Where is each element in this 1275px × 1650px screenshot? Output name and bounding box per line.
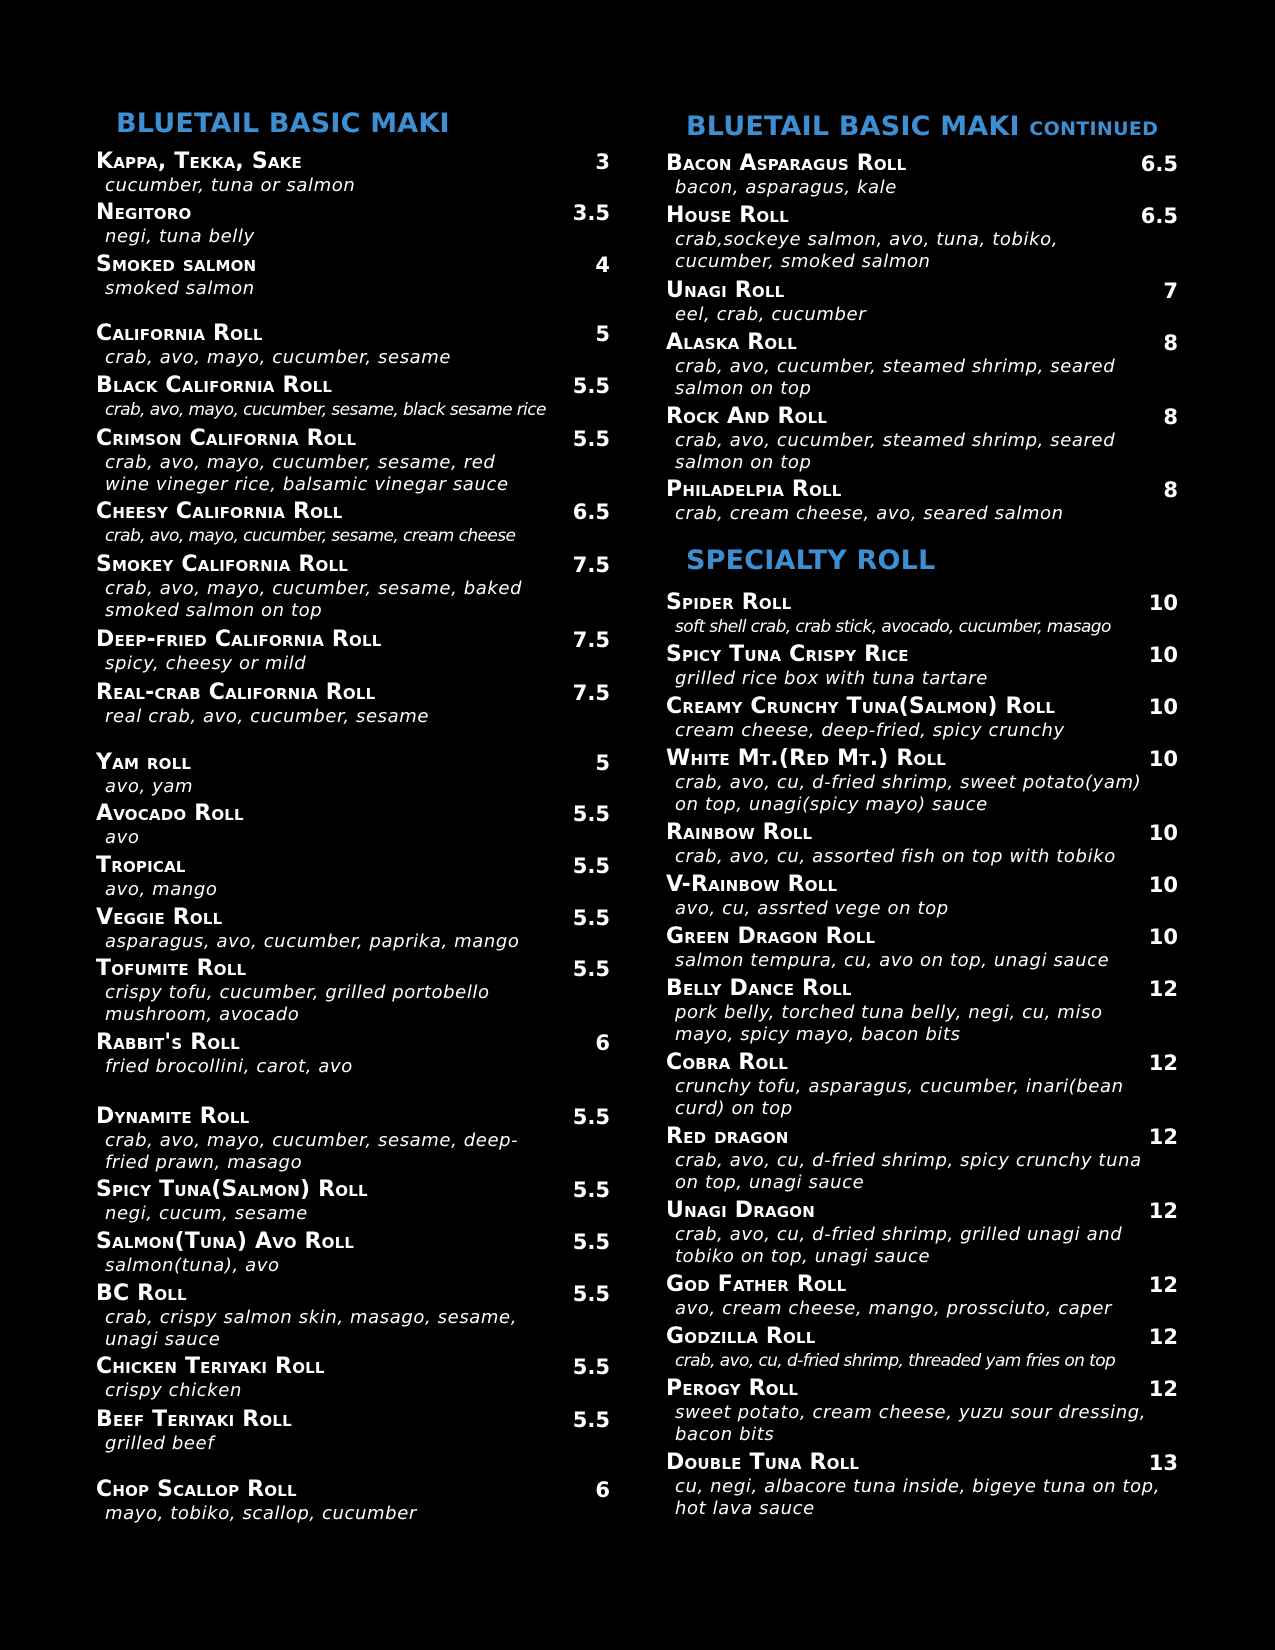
menu-item-price: 4 — [595, 253, 610, 277]
menu-item-description: negi, cucum, sesame — [105, 1203, 308, 1224]
menu-item-description: avo, yam — [105, 776, 194, 797]
heading-continued-text: CONTINUED — [1029, 118, 1159, 140]
menu-item-description: avo, mango — [105, 879, 218, 900]
menu-item-description: curd) on top — [675, 1098, 793, 1119]
menu-item-description: wine vineger rice, balsamic vinegar sauce — [105, 474, 509, 495]
menu-item — [666, 1198, 1178, 1268]
menu-item-description: grilled rice box with tuna tartare — [675, 668, 988, 689]
menu-item-price: 7.5 — [572, 628, 610, 652]
menu-item-description: avo, cream cheese, mango, prossciuto, caper — [675, 1298, 1113, 1319]
menu-item-name: Spider Roll — [666, 590, 792, 615]
menu-item-header — [96, 853, 610, 879]
menu-item-price: 5.5 — [572, 374, 610, 398]
menu-item-description: pork belly, torched tuna belly, negi, cu, miso — [675, 1002, 1103, 1023]
menu-item-name: Spicy Tuna Crispy Rice — [666, 642, 909, 667]
menu-item — [666, 1050, 1178, 1120]
menu-item-header — [96, 680, 610, 706]
menu-item-description: crab, avo, mayo, cucumber, sesame, baked — [105, 578, 523, 599]
menu-item-price: 7.5 — [572, 553, 610, 577]
menu-item-price: 6.5 — [572, 500, 610, 524]
menu-item-price: 5.5 — [572, 1282, 610, 1306]
menu-item-description: crab, avo, mayo, cucumber, sesame, black sesame rice — [105, 400, 546, 420]
menu-item-name: Creamy Crunchy Tuna(Salmon) Roll — [666, 694, 1056, 719]
menu-item-name: Red dragon — [666, 1124, 789, 1149]
menu-item-description: avo — [105, 827, 140, 848]
menu-item — [96, 627, 610, 675]
menu-item-description: asparagus, avo, cucumber, paprika, mango — [105, 931, 520, 952]
menu-item-name: V-Rainbow Roll — [666, 872, 838, 897]
menu-item-header — [96, 373, 610, 399]
menu-item-price: 8 — [1163, 331, 1178, 355]
menu-item-header — [96, 801, 610, 827]
menu-item — [96, 1229, 610, 1277]
menu-item-price: 5.5 — [572, 427, 610, 451]
menu-item-description: hot lava sauce — [675, 1498, 815, 1519]
menu-item-header — [96, 1177, 610, 1203]
menu-item-description: crispy tofu, cucumber, grilled portobello — [105, 982, 490, 1003]
menu-item-name: Godzilla Roll — [666, 1324, 816, 1349]
menu-item-description: bacon, asparagus, kale — [675, 177, 897, 198]
menu-item-price: 12 — [1148, 1377, 1178, 1401]
menu-item-name: Beef Teriyaki Roll — [96, 1407, 292, 1432]
menu-item — [96, 1477, 610, 1525]
menu-item-name: Kappa, Tekka, Sake — [96, 149, 302, 174]
menu-item — [666, 1124, 1178, 1194]
menu-item-description: crab, avo, cu, d-fried shrimp, grilled unagi and — [675, 1224, 1123, 1245]
menu-item-name: Perogy Roll — [666, 1376, 799, 1401]
menu-item-price: 5 — [595, 322, 610, 346]
menu-item-description: soft shell crab, crab stick, avocado, cucumber, masago — [675, 617, 1111, 637]
menu-item-price: 6 — [595, 1478, 610, 1502]
menu-item-description: cu, negi, albacore tuna inside, bigeye tuna on top, — [675, 1476, 1161, 1497]
menu-item — [666, 976, 1178, 1046]
menu-item-name: Smoked salmon — [96, 252, 257, 277]
menu-item-description: fried prawn, masago — [105, 1152, 303, 1173]
menu-item-header — [666, 924, 1178, 950]
menu-item — [96, 252, 610, 300]
menu-item-header — [96, 1354, 610, 1380]
menu-item-header — [96, 552, 610, 578]
menu-item — [666, 278, 1178, 326]
menu-item — [96, 853, 610, 901]
menu-item-description: smoked salmon on top — [105, 600, 323, 621]
menu-item-description: sweet potato, cream cheese, yuzu sour dressing, — [675, 1402, 1147, 1423]
menu-item-description: unagi sauce — [105, 1329, 221, 1350]
menu-item-name: Avocado Roll — [96, 801, 244, 826]
menu-item-name: Chicken Teriyaki Roll — [96, 1354, 325, 1379]
menu-item-description: cream cheese, deep-fried, spicy crunchy — [675, 720, 1065, 741]
menu-item-description: crab, cream cheese, avo, seared salmon — [675, 503, 1064, 524]
menu-item-description: crab, avo, mayo, cucumber, sesame, red — [105, 452, 496, 473]
menu-item-price: 5.5 — [572, 1230, 610, 1254]
menu-item-price: 5.5 — [572, 802, 610, 826]
menu-item-name: Green Dragon Roll — [666, 924, 876, 949]
menu-item — [96, 321, 610, 369]
menu-item-name: Double Tuna Roll — [666, 1450, 860, 1475]
menu-item-price: 6.5 — [1140, 204, 1178, 228]
menu-item-name: Tropical — [96, 853, 186, 878]
menu-item-name: Deep-fried California Roll — [96, 627, 382, 652]
menu-item-price: 5.5 — [572, 854, 610, 878]
menu-item-name: Cheesy California Roll — [96, 499, 343, 524]
menu-item-description: crab,sockeye salmon, avo, tuna, tobiko, — [675, 229, 1059, 250]
menu-item-header — [96, 1477, 610, 1503]
menu-item-description: crunchy tofu, asparagus, cucumber, inari(bean — [675, 1076, 1124, 1097]
menu-item — [666, 642, 1178, 690]
menu-item-price: 5.5 — [572, 1178, 610, 1202]
menu-item — [666, 746, 1178, 816]
menu-item-header — [96, 1407, 610, 1433]
menu-item-name: Rock And Roll — [666, 404, 828, 429]
menu-item — [666, 404, 1178, 474]
menu-item-description: mushroom, avocado — [105, 1004, 300, 1025]
menu-item-name: Dynamite Roll — [96, 1104, 250, 1129]
menu-item-description: cucumber, tuna or salmon — [105, 175, 356, 196]
menu-item-name: Salmon(Tuna) Avo Roll — [96, 1229, 355, 1254]
menu-item-price: 12 — [1148, 1325, 1178, 1349]
menu-item-price: 7.5 — [572, 681, 610, 705]
menu-item-header — [96, 200, 610, 226]
menu-item-name: Belly Dance Roll — [666, 976, 852, 1001]
menu-item-name: Black California Roll — [96, 373, 333, 398]
menu-item-header — [96, 1104, 610, 1130]
menu-item-header — [666, 1198, 1178, 1224]
menu-item — [96, 1281, 610, 1351]
menu-item-header — [666, 820, 1178, 846]
menu-item-name: Smokey California Roll — [96, 552, 348, 577]
menu-item-price: 10 — [1148, 873, 1178, 897]
menu-item-price: 12 — [1148, 1273, 1178, 1297]
menu-item-description: crab, avo, cu, assorted fish on top with tobiko — [675, 846, 1116, 867]
menu-item-description: smoked salmon — [105, 278, 255, 299]
menu-item-name: Spicy Tuna(Salmon) Roll — [96, 1177, 368, 1202]
menu-item-header — [96, 499, 610, 525]
menu-item-price: 10 — [1148, 643, 1178, 667]
menu-item-header — [96, 956, 610, 982]
menu-item-header — [666, 151, 1178, 177]
menu-item-header — [666, 872, 1178, 898]
menu-item-description: on top, unagi sauce — [675, 1172, 865, 1193]
menu-item-description: crab, avo, cu, d-fried shrimp, sweet potato(yam) — [675, 772, 1142, 793]
menu-item-header — [96, 252, 610, 278]
menu-item-description: crab, avo, cucumber, steamed shrimp, seared — [675, 356, 1116, 377]
menu-item-header — [96, 426, 610, 452]
heading-main-text: BLUETAIL BASIC MAKI — [686, 111, 1020, 142]
menu-item-price: 13 — [1148, 1451, 1178, 1475]
menu-item-header — [96, 750, 610, 776]
menu-item-description: crab, avo, cu, d-fried shrimp, threaded yam fries on top — [675, 1351, 1116, 1371]
menu-item-description: mayo, tobiko, scallop, cucumber — [105, 1503, 417, 1524]
menu-item-name: God Father Roll — [666, 1272, 847, 1297]
menu-item-header — [666, 746, 1178, 772]
menu-item-header — [666, 1324, 1178, 1350]
menu-item-header — [666, 1124, 1178, 1150]
menu-item-name: Alaska Roll — [666, 330, 797, 355]
menu-item — [96, 200, 610, 248]
menu-item-price: 10 — [1148, 591, 1178, 615]
menu-item-name: Bacon Asparagus Roll — [666, 151, 907, 176]
menu-item-name: Unagi Dragon — [666, 1198, 816, 1223]
menu-item — [666, 203, 1178, 273]
menu-item-price: 10 — [1148, 821, 1178, 845]
menu-item — [666, 1376, 1178, 1446]
menu-item-description: on top, unagi(spicy mayo) sauce — [675, 794, 988, 815]
menu-item — [96, 750, 610, 798]
menu-item — [666, 694, 1178, 742]
menu-item-description: crab, avo, mayo, cucumber, sesame, deep- — [105, 1130, 519, 1151]
menu-item-header — [96, 905, 610, 931]
menu-item-price: 5 — [595, 751, 610, 775]
menu-item-header — [666, 1050, 1178, 1076]
menu-item-header — [666, 642, 1178, 668]
menu-item-description: avo, cu, assrted vege on top — [675, 898, 949, 919]
menu-item-name: California Roll — [96, 321, 263, 346]
menu-item-description: tobiko on top, unagi sauce — [675, 1246, 931, 1267]
menu-item-description: cucumber, smoked salmon — [675, 251, 931, 272]
menu-item-price: 12 — [1148, 1051, 1178, 1075]
menu-item-price: 6 — [595, 1031, 610, 1055]
menu-item-header — [666, 976, 1178, 1002]
menu-item-description: salmon tempura, cu, avo on top, unagi sauce — [675, 950, 1110, 971]
menu-item-name: Rainbow Roll — [666, 820, 813, 845]
menu-item — [666, 590, 1178, 638]
menu-item-name: BC Roll — [96, 1281, 187, 1306]
menu-item-header — [96, 1281, 610, 1307]
menu-item-header — [96, 1030, 610, 1056]
menu-item — [666, 151, 1178, 199]
menu-item-price: 5.5 — [572, 957, 610, 981]
menu-item-description: spicy, cheesy or mild — [105, 653, 307, 674]
menu-item-header — [666, 1272, 1178, 1298]
menu-item-name: Cobra Roll — [666, 1050, 788, 1075]
menu-item — [96, 149, 610, 197]
menu-item-price: 8 — [1163, 478, 1178, 502]
menu-item — [96, 801, 610, 849]
menu-item-name: Philadelpia Roll — [666, 477, 842, 502]
menu-item-description: crab, avo, mayo, cucumber, sesame — [105, 347, 452, 368]
menu-item — [96, 1030, 610, 1078]
menu-item-header — [96, 149, 610, 175]
menu-item-description: crispy chicken — [105, 1380, 242, 1401]
section-heading-basic-maki-continued — [686, 111, 1158, 142]
menu-item-name: Veggie Roll — [96, 905, 223, 930]
menu-item-name: Chop Scallop Roll — [96, 1477, 297, 1502]
menu-item — [96, 426, 610, 496]
menu-item — [666, 1450, 1178, 1520]
menu-item-description: crab, crispy salmon skin, masago, sesame, — [105, 1307, 518, 1328]
menu-item-header — [666, 278, 1178, 304]
menu-item-price: 12 — [1148, 977, 1178, 1001]
menu-item-description: salmon(tuna), avo — [105, 1255, 280, 1276]
menu-item-name: Yam roll — [96, 750, 192, 775]
menu-item-description: crab, avo, mayo, cucumber, sesame, cream cheese — [105, 526, 516, 546]
menu-item-price: 7 — [1163, 279, 1178, 303]
menu-item — [666, 1324, 1178, 1372]
menu-item-name: House Roll — [666, 203, 789, 228]
menu-item-header — [666, 203, 1178, 229]
menu-item-header — [666, 330, 1178, 356]
menu-item-header — [666, 1450, 1178, 1476]
menu-item-description: mayo, spicy mayo, bacon bits — [675, 1024, 961, 1045]
menu-item-price: 10 — [1148, 695, 1178, 719]
menu-item-name: Tofumite Roll — [96, 956, 247, 981]
menu-item-name: Unagi Roll — [666, 278, 785, 303]
menu-item — [666, 924, 1178, 972]
menu-item-name: Real-crab California Roll — [96, 680, 376, 705]
menu-item-name: Negitoro — [96, 200, 192, 225]
menu-item-price: 3.5 — [572, 201, 610, 225]
menu-item-price: 3 — [595, 150, 610, 174]
menu-item-name: Crimson California Roll — [96, 426, 357, 451]
menu-item-name: White Mt.(Red Mt.) Roll — [666, 746, 946, 771]
menu-item — [96, 956, 610, 1026]
menu-item-description: fried brocollini, carot, avo — [105, 1056, 353, 1077]
menu-item — [96, 552, 610, 622]
menu-item — [666, 1272, 1178, 1320]
menu-item-header — [666, 477, 1178, 503]
menu-item-price: 12 — [1148, 1199, 1178, 1223]
menu-item-price: 5.5 — [572, 1105, 610, 1129]
menu-item-description: crab, avo, cucumber, steamed shrimp, seared — [675, 430, 1116, 451]
menu-item-price: 5.5 — [572, 1355, 610, 1379]
menu-item — [96, 499, 610, 547]
menu-item — [666, 872, 1178, 920]
menu-item-price: 8 — [1163, 405, 1178, 429]
menu-item-price: 10 — [1148, 747, 1178, 771]
menu-item — [96, 1104, 610, 1174]
menu-item-header — [96, 321, 610, 347]
menu-item — [96, 1354, 610, 1402]
section-heading-basic-maki: BLUETAIL BASIC MAKI — [116, 108, 450, 139]
menu-item-price: 5.5 — [572, 906, 610, 930]
menu-item — [666, 820, 1178, 868]
menu-item-description: crab, avo, cu, d-fried shrimp, spicy crunchy tuna — [675, 1150, 1142, 1171]
menu-item-description: salmon on top — [675, 378, 812, 399]
menu-item-name: Rabbit's Roll — [96, 1030, 240, 1055]
menu-item-header — [666, 694, 1178, 720]
menu-item-price: 6.5 — [1140, 152, 1178, 176]
section-heading-specialty-roll: SPECIALTY ROLL — [686, 545, 936, 576]
menu-item — [666, 477, 1178, 525]
menu-item — [96, 1177, 610, 1225]
menu-item-header — [96, 1229, 610, 1255]
menu-item-price: 10 — [1148, 925, 1178, 949]
menu-item-description: real crab, avo, cucumber, sesame — [105, 706, 430, 727]
menu-item — [96, 905, 610, 953]
menu-item — [96, 680, 610, 728]
menu-item-description: negi, tuna belly — [105, 226, 255, 247]
menu-item — [666, 330, 1178, 400]
menu-item-description: salmon on top — [675, 452, 812, 473]
menu-item-price: 5.5 — [572, 1408, 610, 1432]
menu-item-description: bacon bits — [675, 1424, 775, 1445]
menu-item — [96, 373, 610, 421]
menu-item-header — [666, 590, 1178, 616]
menu-item-description: grilled beef — [105, 1433, 215, 1454]
menu-item-header — [96, 627, 610, 653]
menu-item-header — [666, 404, 1178, 430]
menu-item-price: 12 — [1148, 1125, 1178, 1149]
menu-item — [96, 1407, 610, 1455]
menu-item-header — [666, 1376, 1178, 1402]
menu-item-description: eel, crab, cucumber — [675, 304, 867, 325]
